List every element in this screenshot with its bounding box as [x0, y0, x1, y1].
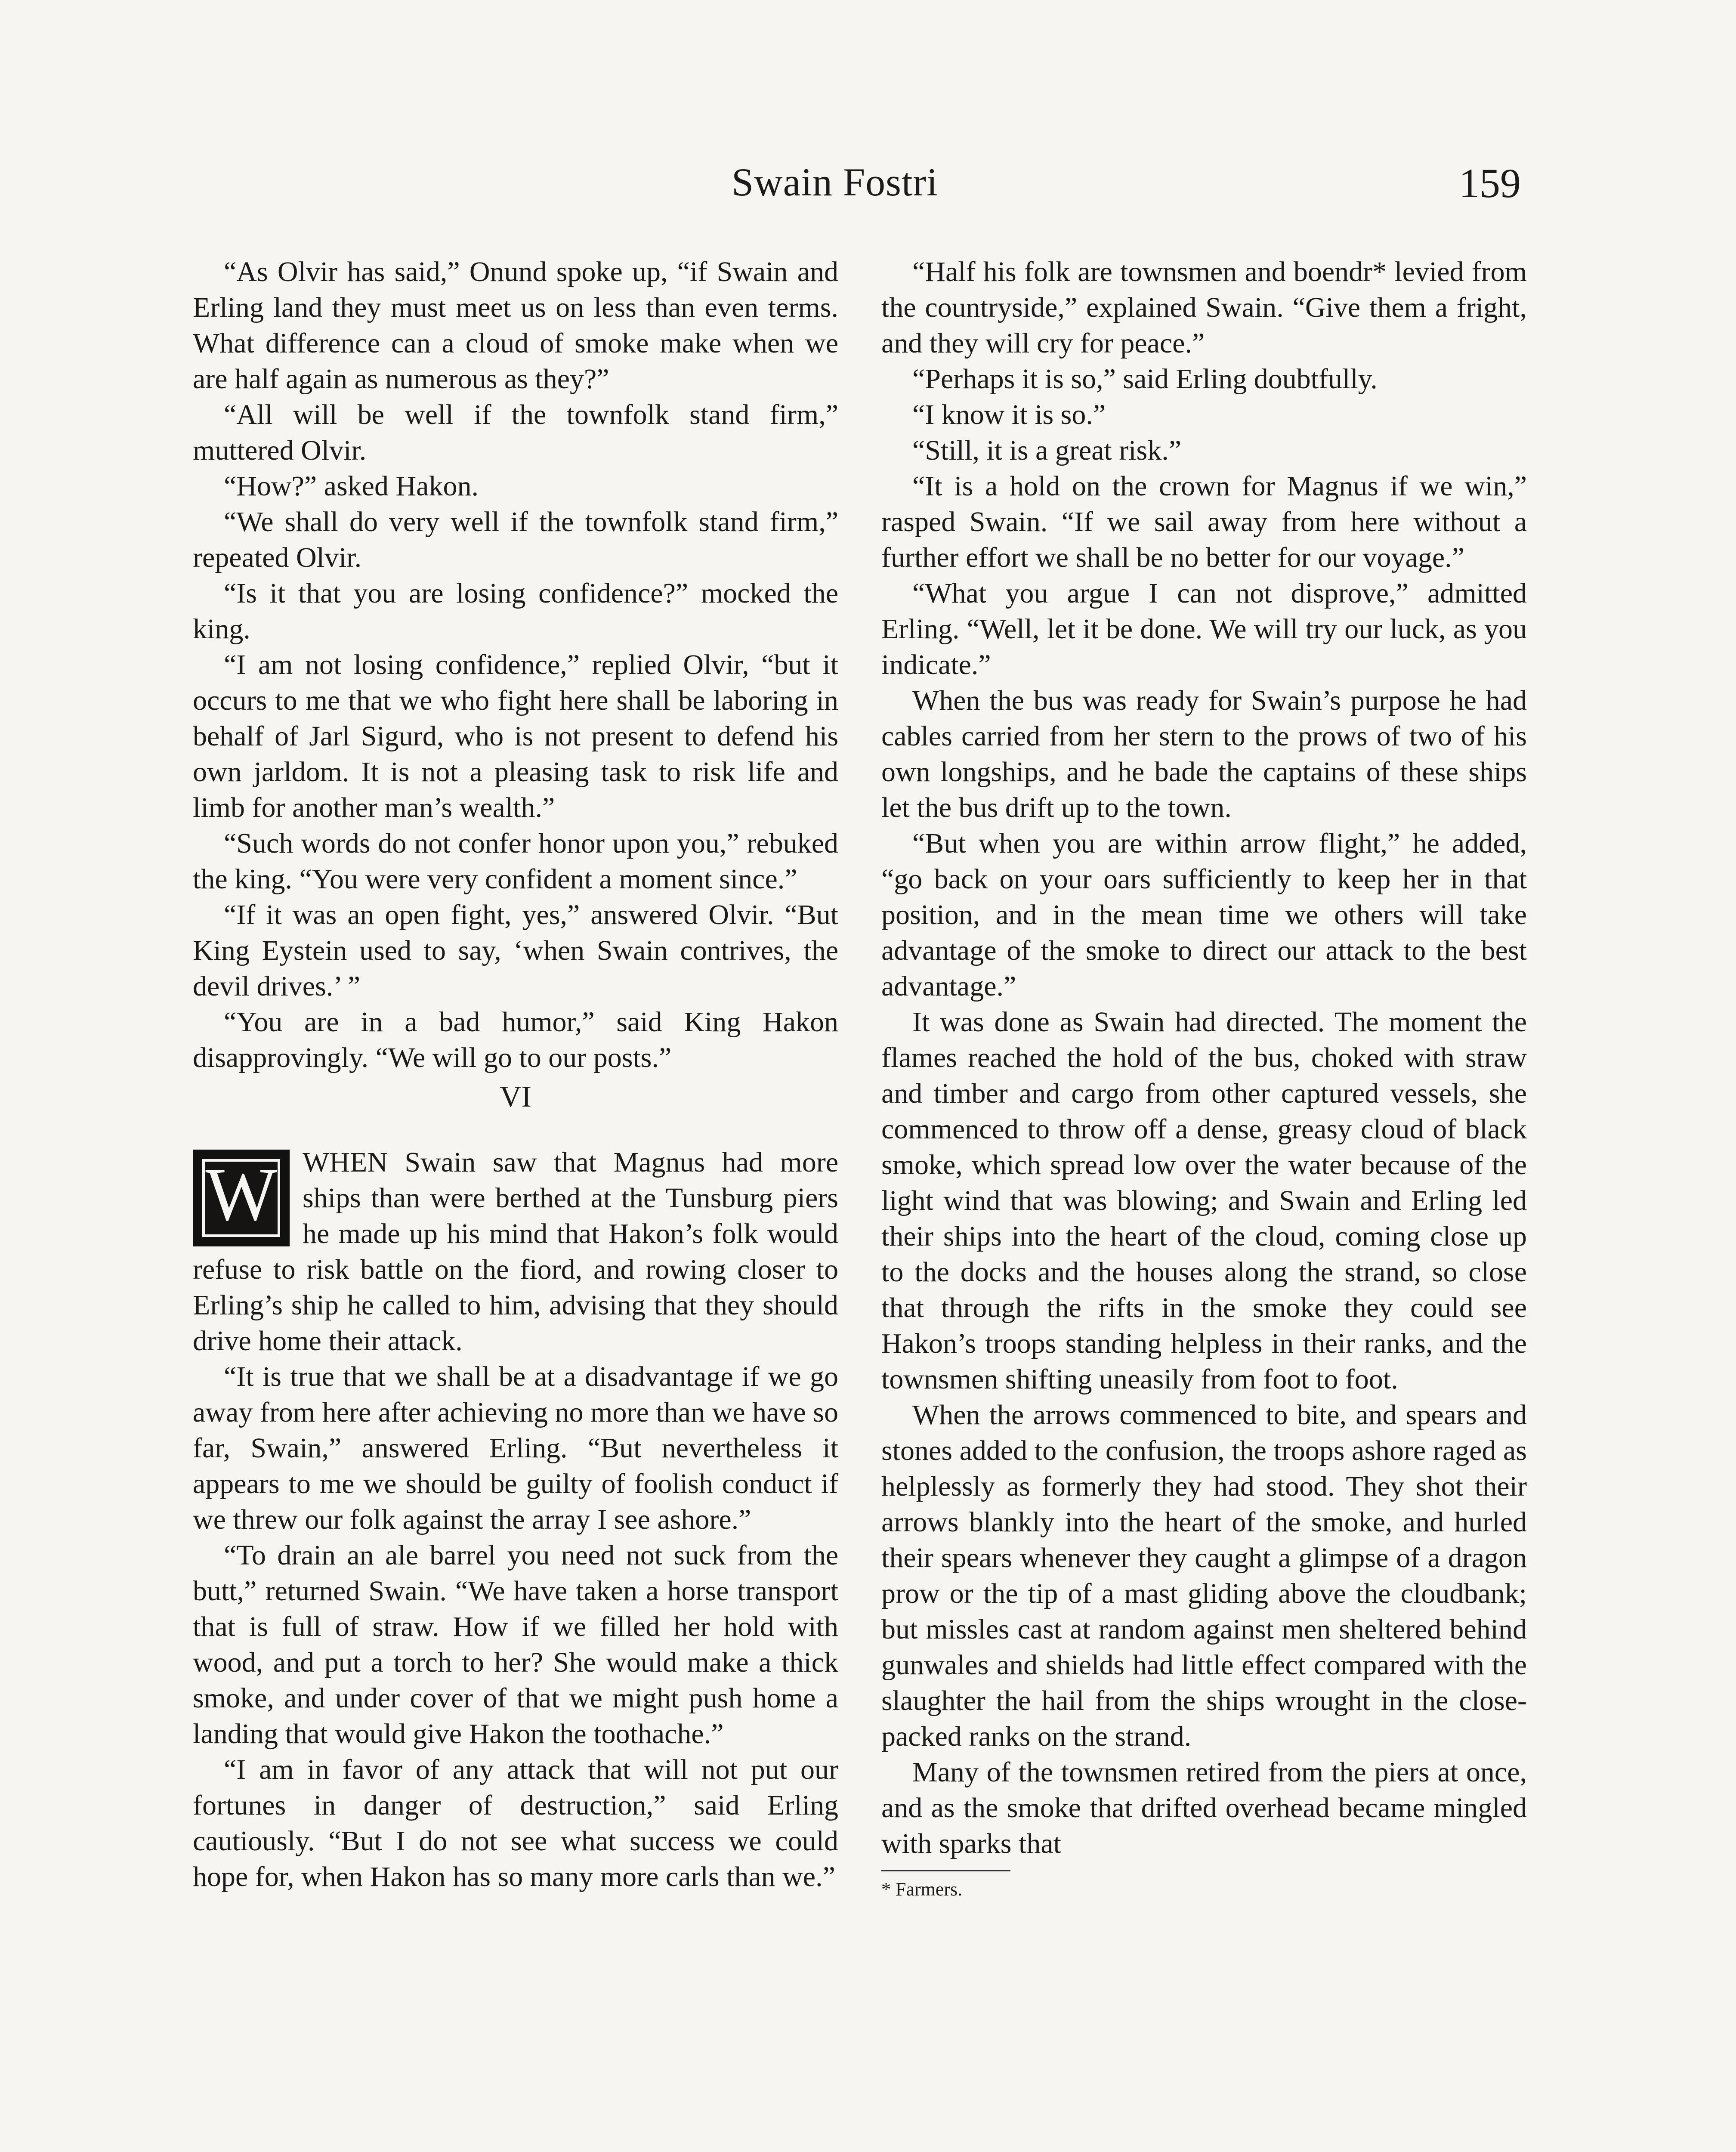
paragraph: “Still, it is a great risk.”: [912, 435, 1182, 466]
running-title: Swain Fostri: [732, 160, 938, 204]
paragraph: “All will be well if the townfolk stand firm,” muttered Olvir.: [193, 399, 838, 466]
paragraph: “As Olvir has said,” Onund spoke up, “if Swain and Erling land they must meet us on less than even terms. What difference can a cloud of smoke make when we are half again as numerous as they?”: [193, 256, 838, 395]
right-column: [881, 254, 1527, 1902]
dropcap-ornament: [193, 1150, 290, 1246]
paragraph: “Half his folk are townsmen and boendr* levied from the countryside,” explained Swain. “Give them a fright, and they will cry for peace.”: [881, 256, 1527, 359]
paragraph: “It is true that we shall be at a disadvantage if we go away from here after achieving no more than we have so far, Swain,” answered Erling. “But nevertheless it appears to me we should be guilty of foolish conduct if we threw our folk against the array I see ashore.”: [193, 1361, 838, 1535]
paragraph: “I am in favor of any attack that will not put our fortunes in danger of destruction,” said Erling cautiously. “But I do not see what success we could hope for, when Hakon has so many more carls than we.”: [193, 1754, 838, 1892]
section-opening-paragraph: [193, 1144, 838, 1359]
paragraph: Many of the townsmen retired from the piers at once, and as the smoke that drifted overhead became mingled with sparks that: [881, 1756, 1527, 1859]
running-head: [0, 159, 1736, 215]
paragraph: “What you argue I can not disprove,” admitted Erling. “Well, let it be done. We will try our luck, as you indicate.”: [881, 578, 1527, 680]
paragraph: “Is it that you are losing confidence?” mocked the king.: [193, 578, 838, 645]
paragraph: “I am not losing confidence,” replied Olvir, “but it occurs to me that we who fight here shall be laboring in behalf of Jarl Sigurd, who is not present to defend his own jarldom. It is not a pleasing task to risk life and limb for another man’s wealth.”: [193, 649, 838, 823]
paragraph: “You are in a bad humor,” said King Hakon disapprovingly. “We will go to our posts.”: [193, 1006, 838, 1073]
page-number: 159: [1459, 160, 1521, 206]
paragraph: When the arrows commenced to bite, and spears and stones added to the confusion, the troops ashore raged as helplessly as formerly they had stood. They shot their arrows blankly into the heart of the smoke, and hurled their spears whenever they caught a glimpse of a dragon prow or the tip of a mast gliding above the cloudbank; but missles cast at random against men sheltered behind gunwales and shields had little effect compared with the slaughter the hail from the ships wrought in the close-packed ranks on the strand.: [881, 1399, 1527, 1752]
paragraph: “Such words do not confer honor upon you,” rebuked the king. “You were very confident a moment since.”: [193, 828, 838, 895]
paragraph: “We shall do very well if the townfolk stand firm,” repeated Olvir.: [193, 506, 838, 573]
paragraph: When the bus was ready for Swain’s purpose he had cables carried from her stern to the prows of two of his own longships, and he bade the captains of these ships let the bus drift up to the town.: [881, 685, 1527, 823]
paragraph: “But when you are within arrow flight,” he added, “go back on your oars sufficiently to keep her in that position, and in the mean time we others will take advantage of the smoke to direct our attack to the best advantage.”: [881, 828, 1527, 1002]
paragraph: “Perhaps it is so,” said Erling doubtfully.: [912, 363, 1378, 395]
paragraph: “To drain an ale barrel you need not suck from the butt,” returned Swain. “We have taken a horse transport that is full of straw. How if we filled her hold with wood, and put a torch to her? She would make a thick smoke, and under cover of that we might push home a landing that would give Hakon the toothache.”: [193, 1540, 838, 1750]
dropcap-letter: W: [205, 1153, 277, 1237]
paragraph: “If it was an open fight, yes,” answered Olvir. “But King Eystein used to say, ‘when Swain contrives, the devil drives.’ ”: [193, 899, 838, 1002]
left-column: [193, 254, 838, 1895]
paragraph: It was done as Swain had directed. The moment the flames reached the hold of the bus, choked with straw and timber and cargo from other captured vessels, she commenced to throw off a dense, greasy cloud of black smoke, which spread low over the water because of the light wind that was blowing; and Swain and Erling led their ships into the heart of the cloud, coming close up to the docks and the houses along the strand, so close that through the rifts in the smoke they could see Hakon’s troops standing helpless in their ranks, and the townsmen shifting uneasily from foot to foot.: [881, 1006, 1527, 1395]
paragraph: “How?” asked Hakon.: [224, 470, 479, 502]
section-opening-text: WHEN Swain saw that Magnus had more ships than were berthed at the Tunsburg piers he made up his mind that Hakon’s folk would refuse to risk battle on the fiord, and rowing closer to Erling’s ship he called to him, advising that they should drive home their attack.: [193, 1147, 838, 1357]
paragraph: “I know it is so.”: [912, 399, 1106, 430]
section-heading: VI: [500, 1080, 531, 1113]
footnote-rule: [881, 1870, 1010, 1871]
footnote: * Farmers.: [881, 1879, 963, 1900]
paragraph: “It is a hold on the crown for Magnus if we win,” rasped Swain. “If we sail away from here without a further effort we shall be no better for our voyage.”: [881, 470, 1527, 573]
